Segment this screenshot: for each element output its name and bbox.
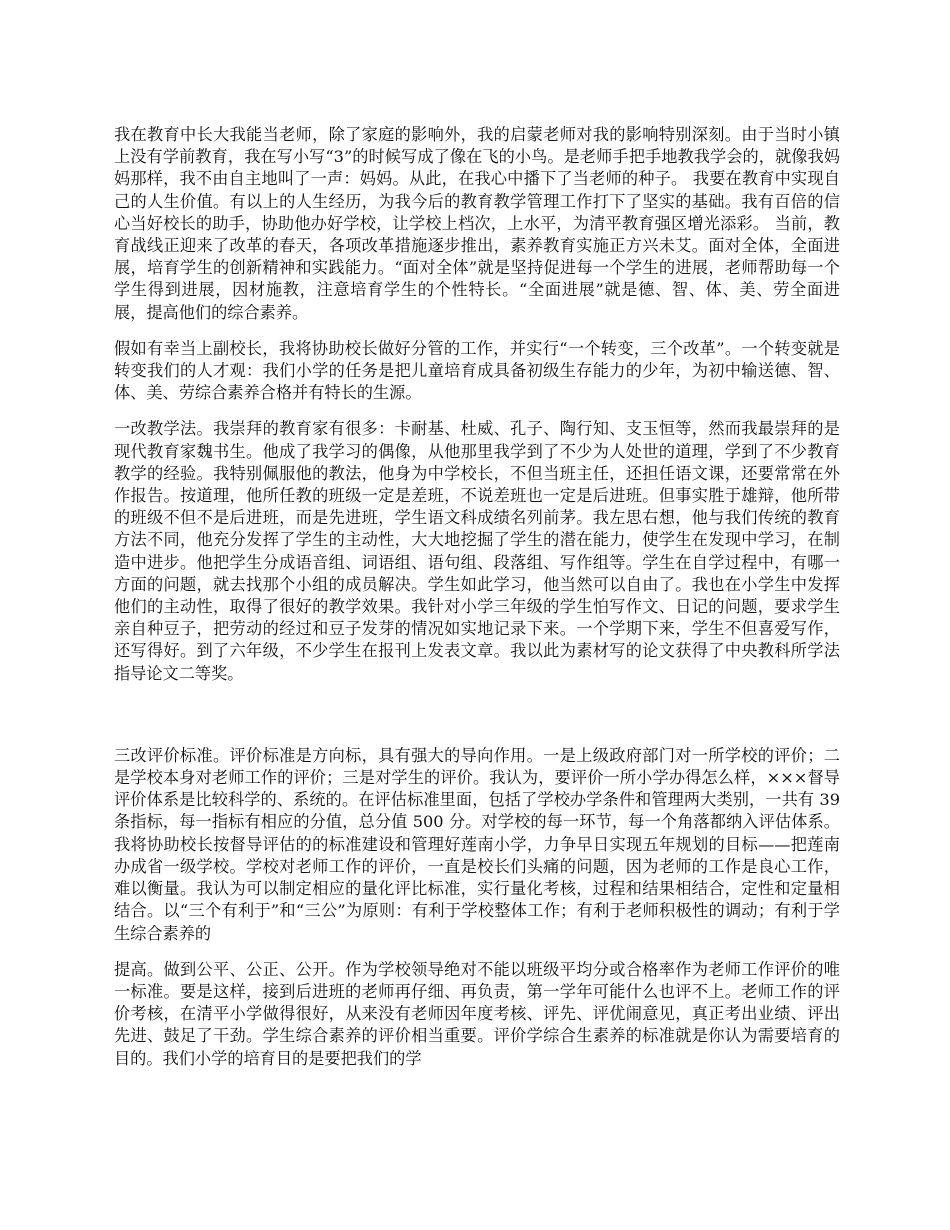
paragraph-4: 三改评价标准。评价标准是方向标，具有强大的导向作用。一是上级政府部门对一所学校的评价；二是学校本身对老师工作的评价；三是对学生的评价。我认为，要评价一所小学办得怎么样，×××督导评价体系是比较科学的、系统的。在评估标准里面，包括了学校办学条件和管理两大类别，一共有 39 条指标，每一指标有相应的分值，总分值 500 分。对学校的每一环节，每一个角落都纳入评估体系。我将协助校长按督导评估的的标准建设和管理好莲南小学，力争早日实现五年规划的目标——把莲南办成省一级学校。学校对老师工作的评价，一直是校长们头痛的问题，因为老师的工作是良心工作，难以衡量。我认为可以制定相应的量化评比标准，实行量化考核，过程和结果相结合，定性和定量相结合。以“三个有利于”和“三公”为原则：有利于学校整体工作；有利于老师积极性的调动；有利于学生综合素养的 [114,745,840,943]
paragraph-5: 提高。做到公平、公正、公开。作为学校领导绝对不能以班级平均分或合格率作为老师工作评价的唯一标准。要是这样，接到后进班的老师再仔细、再负责，第一学年可能什么也评不上。老师工作的评价考核，在清平小学做得很好，从来没有老师因年度考核、评先、评优闹意见，真正考出业绩、评出先进、鼓足了干劲。学生综合素养的评价相当重要。评价学综合生素养的标准就是你认为需要培育的目的。我们小学的培育目的是要把我们的学 [114,959,840,1068]
paragraph-3: 一改教学法。我崇拜的教育家有很多：卡耐基、杜威、孔子、陶行知、支玉恒等，然而我最崇拜的是现代教育家魏书生。他成了我学习的偶像，从他那里我学到了不少为人处世的道理，学到了不少教育教学的经验。我特别佩服他的教法，他身为中学校长，不但当班主任，还担任语文课，还要常常在外作报告。按道理，他所任教的班级一定是差班，不说差班也一定是后进班。但事实胜于雄辩，他所带的班级不但不是后进班，而是先进班，学生语文科成绩名列前茅。我左思右想，他与我们传统的教育方法不同，他充分发挥了学生的主动性，大大地挖掘了学生的潜在能力，使学生在发现中学习，在制造中进步。他把学生分成语音组、词语组、语句组、段落组、写作组等。学生在自学过程中，有哪一方面的问题，就去找那个小组的成员解决。学生如此学习，他当然可以自由了。我也在小学生中发挥他们的主动性，取得了很好的教学效果。我针对小学三年级的学生怕写作文、日记的问题，要求学生亲自种豆子，把劳动的经过和豆子发芽的情况如实地记录下来。一个学期下来，学生不但喜爱写作，还写得好。到了六年级，不少学生在报刊上发表文章。我以此为素材写的论文获得了中央教科所学法指导论文二等奖。 [114,419,840,683]
document-body [114,124,840,1070]
paragraph-1: 我在教育中长大我能当老师，除了家庭的影响外，我的启蒙老师对我的影响特别深刻。由于当时小镇上没有学前教育，我在写小写“3”的时候写成了像在飞的小鸟。是老师手把手地教我学会的，就像我妈妈那样，我不由自主地叫了一声：妈妈。从此，在我心中播下了当老师的种子。 我要在教育中实现自己的人生价值。有以上的人生经历，为我今后的教育教学管理工作打下了坚实的基础。我有百倍的信心当好校长的助手，协助他办好学校，让学校上档次，上水平，为清平教育强区增光添彩。 当前，教育战线正迎来了改革的春天，各项改革措施逐步推出，素养教育实施正方兴未艾。面对全体，全面进展，培育学生的创新精神和实践能力。“面对全体”就是坚持促进每一个学生的进展，老师帮助每一个学生得到进展，因材施教，注意培育学生的个性特长。“全面进展”就是德、智、体、美、劳全面进展，提高他们的综合素养。 [114,125,840,322]
paragraph-2: 假如有幸当上副校长，我将协助校长做好分管的工作，并实行“一个转变，三个改革”。一个转变就是转变我们的人才观：我们小学的任务是把儿童培育成具备初级生存能力的少年，为初中输送德、智、体、美、劳综合素养合格并有特长的生源。 [114,338,840,403]
